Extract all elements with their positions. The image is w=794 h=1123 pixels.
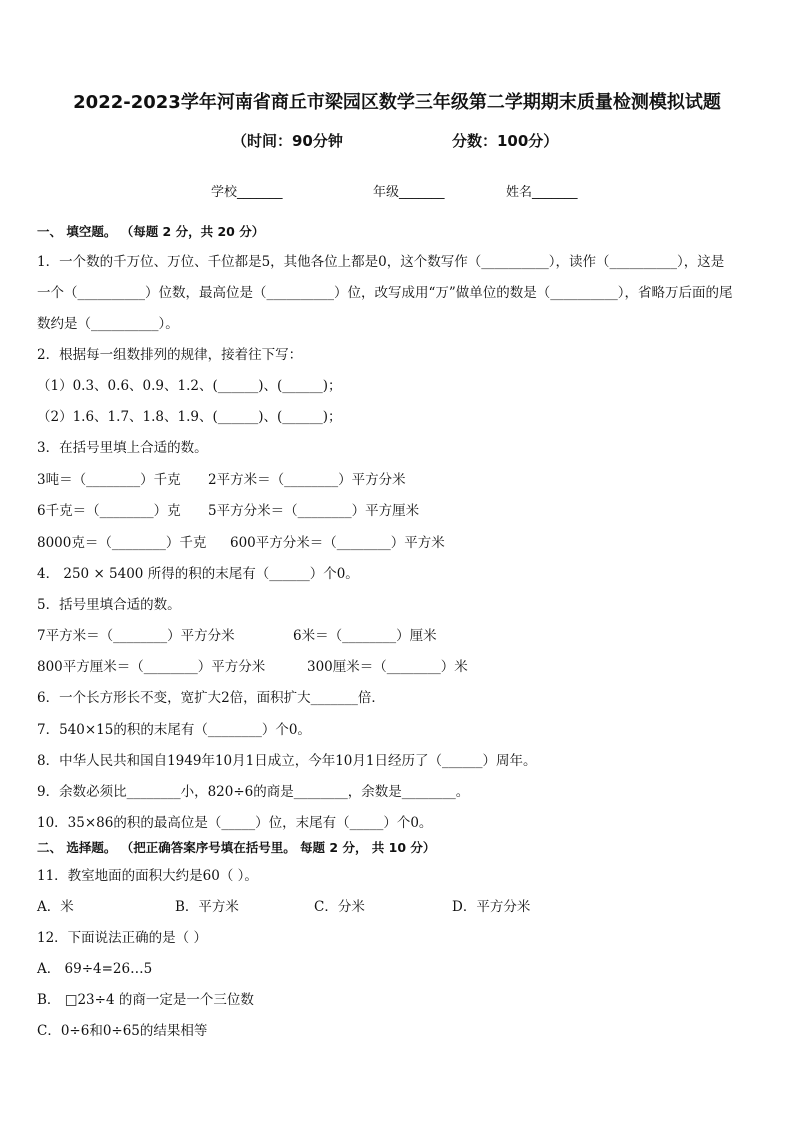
name-field: 姓名_______ — [506, 185, 578, 200]
q3-row2-right: 5平方分米＝（________）平方厘米 — [208, 503, 420, 519]
q3-stem: 3．在括号里填上合适的数。 — [37, 440, 208, 456]
q5-row2-right: 300厘米＝（________）米 — [307, 659, 468, 675]
q5-row1-left: 7平方米＝（________）平方分米 — [37, 628, 235, 644]
grade-field: 年级_______ — [373, 185, 445, 200]
q5-row2-left: 800平方厘米＝（________）平方分米 — [37, 659, 266, 675]
q12-option-a: A． 69÷4=26…5 — [37, 961, 153, 977]
q3-row2-left: 6千克＝（________）克 — [37, 503, 181, 519]
q5-row1-right: 6米＝（________）厘米 — [293, 628, 437, 644]
q11-option-c: C．分米 — [314, 899, 365, 915]
q3-row1-left: 3吨＝（________）千克 — [37, 472, 181, 488]
exam-time: （时间：90分钟 — [232, 132, 343, 150]
q2-part-2: （2）1.6、1.7、1.8、1.9、(______)、(______)； — [37, 409, 342, 425]
q9: 9．余数必须比________小，820÷6的商是________，余数是________。 — [37, 784, 470, 800]
q3-row3-left: 8000克＝（________）千克 — [37, 535, 207, 551]
q2-stem: 2．根据每一组数排列的规律，接着往下写： — [37, 347, 303, 363]
q2-part-1: （1）0.3、0.6、0.9、1.2、(______)、(______)； — [37, 378, 342, 394]
q12-option-c: C．0÷6和0÷65的结果相等 — [37, 1023, 208, 1039]
q11-option-b: B．平方米 — [175, 899, 239, 915]
q6: 6．一个长方形长不变，宽扩大2倍，面积扩大_______倍． — [37, 690, 385, 706]
q3-row1-right: 2平方米＝（________）平方分米 — [208, 472, 406, 488]
exam-score: 分数：100分） — [452, 132, 559, 150]
q1-line-1: 1．一个数的千万位、万位、千位都是5，其他各位上都是0，这个数写作（__________），读作（__________），这是 — [37, 254, 725, 270]
q4: 4． 250 × 5400 所得的积的末尾有（______）个0。 — [37, 566, 359, 582]
q11-option-d: D．平方分米 — [452, 899, 531, 915]
q7: 7．540×15的积的末尾有（________）个0。 — [37, 722, 311, 738]
section-1-heading: 一、 填空题。 （每题 2 分，共 20 分） — [37, 224, 265, 239]
q12-option-b: B． □23÷4 的商一定是一个三位数 — [37, 992, 254, 1008]
q1-line-3: 数约是（__________）。 — [37, 316, 179, 332]
exam-title: 2022-2023学年河南省商丘市梁园区数学三年级第二学期期末质量检测模拟试题 — [73, 92, 721, 113]
q1-line-2: 一个（__________）位数，最高位是（__________）位，改写成用“万”做单位的数是（__________），省略万后面的尾 — [37, 285, 733, 301]
section-2-heading: 二、 选择题。 （把正确答案序号填在括号里。 每题 2 分， 共 10 分） — [37, 840, 436, 855]
q5-stem: 5．括号里填合适的数。 — [37, 597, 181, 613]
q11-option-a: A．米 — [37, 899, 74, 915]
school-field: 学校_______ — [211, 185, 283, 200]
q8: 8．中华人民共和国自1949年10月1日成立，今年10月1日经历了（______）周年。 — [37, 753, 537, 769]
q12-stem: 12．下面说法正确的是（ ） — [37, 930, 207, 946]
q3-row3-right: 600平方分米＝（________）平方米 — [230, 535, 445, 551]
q10: 10．35×86的积的最高位是（_____）位，末尾有（_____）个0。 — [37, 815, 433, 831]
q11-stem: 11．教室地面的面积大约是60（ ）。 — [37, 868, 258, 884]
